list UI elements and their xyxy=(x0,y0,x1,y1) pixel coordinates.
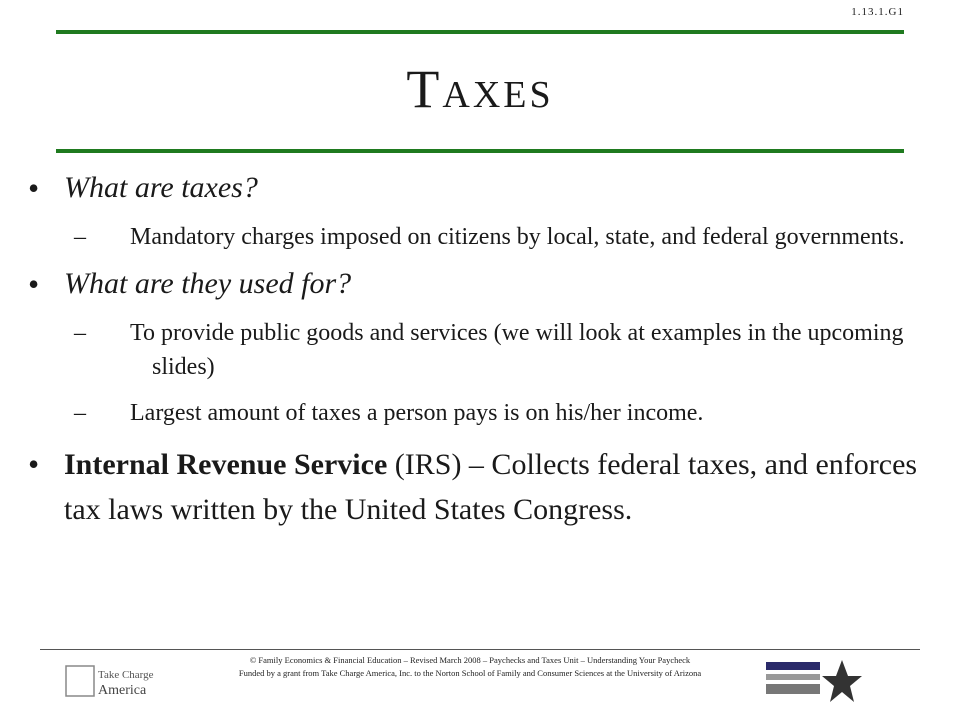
slide-title: Taxes xyxy=(406,59,554,119)
question-text: What are taxes? xyxy=(64,171,258,204)
slide-content xyxy=(28,170,928,532)
sub-bullet xyxy=(28,396,928,430)
title-underline-rule xyxy=(56,149,904,153)
footer-text xyxy=(180,654,760,680)
svg-text:Take Charge: Take Charge xyxy=(98,669,154,681)
top-rule xyxy=(56,30,904,34)
slide-code: 1.13.1.G1 xyxy=(851,6,904,18)
footer-line-1: © Family Economics & Financial Education – Revised March 2008 – Paychecks and Taxes Unit – Understanding Your Paycheck xyxy=(249,655,691,665)
sub-bullet-text: To provide public goods and services (we will look at examples in the upcoming slides) xyxy=(130,320,904,380)
bullet-question-used-for xyxy=(28,266,928,302)
dash-icon: – xyxy=(74,224,86,250)
university-of-arizona-logo xyxy=(764,656,864,708)
question-text: What are they used for? xyxy=(64,267,352,300)
bullet-icon: • xyxy=(28,170,40,206)
sub-bullet-text: Largest amount of taxes a person pays is on his/her income. xyxy=(130,400,704,426)
dash-icon: – xyxy=(74,400,86,426)
irs-name: Internal Revenue Service xyxy=(64,448,388,481)
sub-bullet xyxy=(28,316,928,384)
irs-description: (IRS) – Collects federal taxes, and enforces tax laws written by the United States Congress. xyxy=(64,448,918,526)
bullet-irs xyxy=(28,442,928,532)
footer-rule xyxy=(40,649,920,650)
sub-bullet xyxy=(28,220,928,254)
footer-line-2: Funded by a grant from Take Charge America, Inc. to the Norton School of Family and Consumer Sciences at the University of Arizona xyxy=(238,668,702,678)
bullet-question-taxes xyxy=(28,170,928,206)
svg-text:America: America xyxy=(98,683,147,698)
bullet-icon: • xyxy=(28,266,40,302)
sub-bullet-text: Mandatory charges imposed on citizens by local, state, and federal governments. xyxy=(130,224,905,250)
take-charge-america-logo xyxy=(64,662,180,702)
dash-icon: – xyxy=(74,320,86,346)
bullet-icon: • xyxy=(28,446,40,482)
